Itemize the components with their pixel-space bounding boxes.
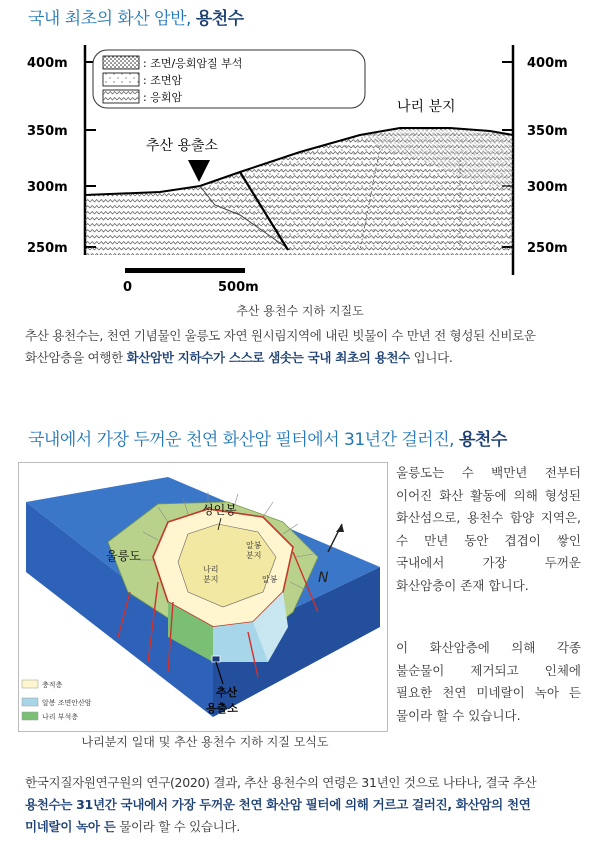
basin-label-2: 분지 bbox=[203, 575, 219, 584]
rock-b-label: 알봉 bbox=[262, 575, 278, 584]
right-paragraph-1 bbox=[396, 462, 581, 597]
section1-paragraph-line2: 화산암층을 여행한 bbox=[25, 350, 127, 365]
legend-pumice-label: : 조면/응회암질 부석 bbox=[143, 57, 243, 70]
section1-title-accent: 용천수 bbox=[195, 9, 244, 29]
section1-paragraph-highlight: 화산암반 지하수가 스스로 샘솟는 국내 최초의 용천수 bbox=[126, 350, 410, 365]
spring-label-1: 추산 bbox=[216, 686, 238, 699]
section1-paragraph-line1: 추산 용천수는, 천연 기념물인 울릉도 자연 원시림지역에 내린 빗물이 수 만년 전 형성된 신비로운 bbox=[25, 328, 536, 343]
section2-paragraph-line1: 한국지질자원연구원의 연구(2020) 결과, 추산 용천수의 연령은 31년인 것으로 나타나, 결국 추산 bbox=[25, 775, 537, 790]
spring-box-icon bbox=[212, 656, 220, 662]
island-label: 울릉도 bbox=[106, 549, 141, 563]
right-paragraph-2 bbox=[396, 637, 581, 727]
legend-swatch-albong bbox=[22, 698, 38, 706]
section2-title-text: 국내에서 가장 두꺼운 천연 화산암 필터에서 31년간 걸러진, bbox=[28, 430, 459, 450]
scale-end-label: 500m bbox=[218, 280, 259, 295]
right-para2-line: 불순물이 제거되고 인체에 bbox=[396, 662, 581, 678]
left-tick-300: 300m bbox=[27, 180, 68, 195]
right-para1-line: 수 만년 동안 겹겹이 쌓인 bbox=[396, 532, 581, 548]
right-tick-250: 250m bbox=[527, 241, 568, 256]
legend-tuff-label: : 응회암 bbox=[143, 91, 183, 104]
legend-swatch-alluvium bbox=[22, 680, 38, 688]
rock-a-label-1: 알봉 bbox=[246, 541, 262, 550]
section2-paragraph bbox=[25, 772, 581, 838]
legend-swatch-trachyte bbox=[103, 73, 139, 86]
right-para2-line: 필요한 천연 미네랄이 녹아 든 bbox=[396, 685, 581, 700]
right-para1-line: 울릉도는 수 백만년 전부터 bbox=[396, 465, 581, 480]
right-tick-400: 400m bbox=[527, 56, 568, 71]
right-tick-300: 300m bbox=[527, 180, 568, 195]
section1-paragraph bbox=[25, 325, 581, 369]
basin-label: 나리 분지 bbox=[397, 99, 456, 115]
spring-label: 추산 용출소 bbox=[146, 138, 219, 154]
legend-trachyte-label: : 조면암 bbox=[143, 74, 183, 87]
legend-albong-label: 알봉 조면안산암 bbox=[42, 699, 92, 707]
section1-title-text: 국내 최초의 화산 암반, bbox=[28, 9, 196, 29]
scale-bar bbox=[125, 268, 245, 273]
left-tick-400: 400m bbox=[27, 56, 68, 71]
section2-paragraph-end: 물이라 할 수 있습니다. bbox=[115, 819, 240, 834]
section2-paragraph-highlight: 용천수는 31년간 국내에서 가장 두꺼운 천연 화산암 필터에 의해 거르고 걸러진, 화산암의 천연 bbox=[25, 797, 531, 812]
left-tick-350: 350m bbox=[27, 124, 68, 139]
right-para1-line: 화산암층이 존재 합니다. bbox=[396, 577, 529, 593]
legend-pumice-label: 나리 부석층 bbox=[42, 713, 79, 721]
section1-paragraph-end: 입니다. bbox=[409, 350, 453, 365]
right-para2-line: 물이라 할 수 있습니다. bbox=[396, 707, 521, 723]
right-para1-line: 국내에서 가장 두꺼운 bbox=[396, 555, 581, 570]
depth-270-label: 270m bbox=[116, 684, 140, 693]
scale-zero-label: 0 bbox=[123, 280, 133, 295]
section2-title-accent: 용천수 bbox=[458, 430, 507, 450]
right-para2-line: 이 화산암층에 의해 각종 bbox=[396, 640, 581, 655]
right-para1-line: 이어진 화산 활동에 의해 형성된 bbox=[396, 487, 581, 503]
rock-a-label-2: 분지 bbox=[246, 551, 262, 560]
spring-label-2: 용출소 bbox=[206, 702, 238, 715]
legend-swatch-pumice bbox=[22, 712, 38, 720]
legend-swatch-tuff bbox=[103, 90, 139, 103]
depth-300-label: 300m bbox=[116, 662, 140, 671]
peak-label: 성인봉 bbox=[202, 503, 237, 517]
legend-alluvium-label: 충적층 bbox=[42, 681, 63, 689]
figure2-caption: 나리분지 일대 및 추산 용천수 지하 지질 모식도 bbox=[81, 735, 329, 749]
figure1-caption: 추산 용천수 지하 지질도 bbox=[236, 304, 364, 318]
legend-swatch-pumice bbox=[103, 56, 139, 69]
basin-label-1: 나리 bbox=[203, 565, 219, 574]
spring-marker-icon bbox=[188, 160, 210, 182]
north-label: N bbox=[318, 570, 329, 586]
section2-title bbox=[28, 425, 507, 450]
block-diagram bbox=[18, 462, 388, 732]
right-tick-350: 350m bbox=[527, 124, 568, 139]
right-para1-line: 화산섬으로, 용천수 함양 지역은, bbox=[396, 510, 581, 525]
left-tick-250: 250m bbox=[27, 241, 68, 256]
section2-paragraph-highlight-end: 미네랄이 녹아 든 bbox=[25, 819, 116, 834]
geologic-cross-section bbox=[0, 0, 600, 300]
